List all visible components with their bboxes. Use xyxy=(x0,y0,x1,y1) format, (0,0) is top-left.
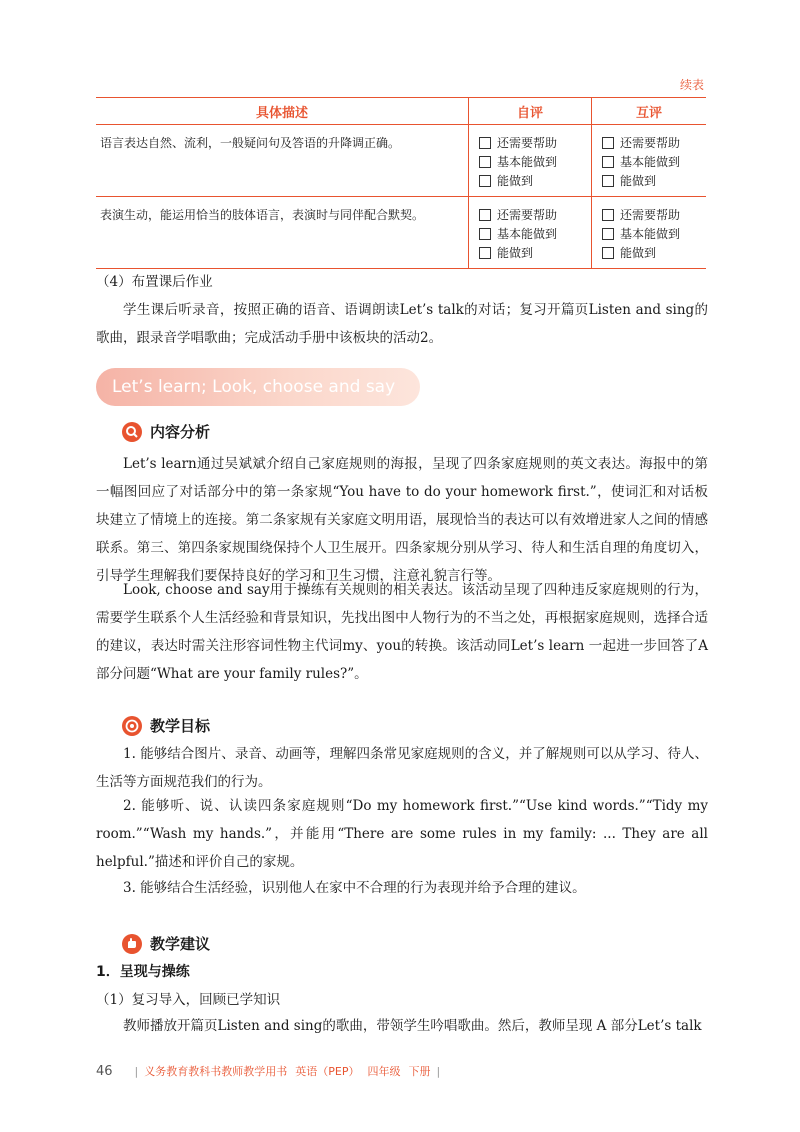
homework-text: 学生课后听录音，按照正确的语音、语调朗读Let’s talk的对话；复习开篇页Listen and sing的歌曲，跟录音学唱歌曲；完成活动手册中该板块的活动2。 xyxy=(96,302,708,346)
continued-label: 续表 xyxy=(679,78,704,92)
option-can-do[interactable]: 能做到 xyxy=(602,171,706,190)
table-header-row xyxy=(96,98,706,125)
suggestions-text: 教师播放开篇页Listen and sing的歌曲，带领学生吟唱歌曲。然后，教师呈现 A 部分Let’s talk xyxy=(123,1018,702,1034)
row-description: 语言表达自然、流利，一般疑问句及答语的升降调正确。 xyxy=(100,136,401,150)
checkbox[interactable] xyxy=(479,247,491,259)
content-analysis-heading xyxy=(122,421,210,442)
suggestions-heading xyxy=(122,933,210,954)
evaluation-table xyxy=(96,97,706,269)
option-need-help[interactable]: 还需要帮助 xyxy=(602,205,706,224)
header-self-eval: 自评 xyxy=(469,98,592,125)
objective-item: 2. 能够听、说、认读四条家庭规则“Do my homework first.”“Use kind words.”“Tidy my room.”“Wash my hands.”，并能用“There are some rules in my family: ... They are all helpful.”描述和评价自己的家规。 xyxy=(96,798,708,870)
peer-eval-options xyxy=(592,197,706,268)
option-need-help[interactable]: 还需要帮助 xyxy=(602,133,706,152)
content-analysis-title: 内容分析 xyxy=(150,423,211,441)
option-can-do[interactable]: 能做到 xyxy=(479,171,591,190)
objective-item: 3. 能够结合生活经验，识别他人在家中不合理的行为表现并给予合理的建议。 xyxy=(123,880,586,896)
suggestions-title: 教学建议 xyxy=(150,935,211,953)
checkbox[interactable] xyxy=(479,209,491,221)
page-number: 46 xyxy=(96,1063,113,1079)
self-eval-options xyxy=(469,125,591,196)
checkbox[interactable] xyxy=(479,175,491,187)
hand-icon xyxy=(122,934,142,954)
header-peer-eval: 互评 xyxy=(592,98,707,125)
suggestions-sub1: 1．呈现与操练 xyxy=(96,964,190,980)
option-can-do[interactable]: 能做到 xyxy=(479,243,591,262)
footer-grade: 四年级 xyxy=(367,1065,401,1078)
objectives-heading xyxy=(122,715,210,736)
option-basically-can[interactable]: 基本能做到 xyxy=(479,224,591,243)
checkbox[interactable] xyxy=(602,175,614,187)
objectives-title: 教学目标 xyxy=(150,717,211,735)
option-need-help[interactable]: 还需要帮助 xyxy=(479,133,591,152)
option-can-do[interactable]: 能做到 xyxy=(602,243,706,262)
table-row xyxy=(96,197,706,269)
checkbox[interactable] xyxy=(602,247,614,259)
target-icon xyxy=(122,716,142,736)
checkbox[interactable] xyxy=(602,137,614,149)
option-basically-can[interactable]: 基本能做到 xyxy=(602,152,706,171)
checkbox[interactable] xyxy=(479,228,491,240)
table-row xyxy=(96,125,706,197)
objective-item: 1. 能够结合图片、录音、动画等，理解四条常见家庭规则的含义，并了解规则可以从学习、待人、生活等方面规范我们的行为。 xyxy=(96,746,708,790)
option-basically-can[interactable]: 基本能做到 xyxy=(602,224,706,243)
footer-volume: 下册 xyxy=(408,1065,431,1078)
suggestions-sub2: （1）复习导入，回顾已学知识 xyxy=(96,992,281,1008)
option-need-help[interactable]: 还需要帮助 xyxy=(479,205,591,224)
section-banner: Let’s learn; Look, choose and say xyxy=(96,368,420,406)
checkbox[interactable] xyxy=(479,137,491,149)
content-analysis-p2: Look, choose and say用于操练有关规则的相关表达。该活动呈现了四种违反家庭规则的行为，需要学生联系个人生活经验和背景知识，先找出图中人物行为的不当之处，再根据家庭规则，选择合适的建议，表达时需关注形容词性物主代词my、you的转换。该活动同Let’s learn 一起进一步回答了A部分问题“What are your family rules?”。 xyxy=(96,582,708,682)
option-basically-can[interactable]: 基本能做到 xyxy=(479,152,591,171)
peer-eval-options xyxy=(592,125,706,196)
checkbox[interactable] xyxy=(602,156,614,168)
footer-subject: 英语（PEP） xyxy=(295,1065,360,1078)
header-description: 具体描述 xyxy=(96,98,469,125)
footer-book: 义务教育教科书教师教学用书 xyxy=(144,1065,288,1078)
checkbox[interactable] xyxy=(602,209,614,221)
checkbox[interactable] xyxy=(602,228,614,240)
page-footer: 46 | 义务教育教科书教师教学用书 英语（PEP） 四年级 下册 | xyxy=(96,1063,441,1079)
search-icon xyxy=(122,422,142,442)
content-analysis-p1: Let’s learn通过吴斌斌介绍自己家庭规则的海报，呈现了四条家庭规则的英文表达。海报中的第一幅图回应了对话部分中的第一条家规“You have to do your homework first.”，使词汇和对话板块建立了情境上的连接。第二条家规有关家庭文明用语，展现恰当的表达可以有效增进家人之间的情感联系。第三、第四条家规围绕保持个人卫生展开。四条家规分别从学习、待人和生活自理的角度切入，引导学生理解我们要保持良好的学习和卫生习惯，注意礼貌言行等。 xyxy=(96,456,708,584)
homework-heading: （4）布置课后作业 xyxy=(96,274,213,290)
row-description: 表演生动，能运用恰当的肢体语言，表演时与同伴配合默契。 xyxy=(100,208,425,222)
checkbox[interactable] xyxy=(479,156,491,168)
self-eval-options xyxy=(469,197,591,268)
